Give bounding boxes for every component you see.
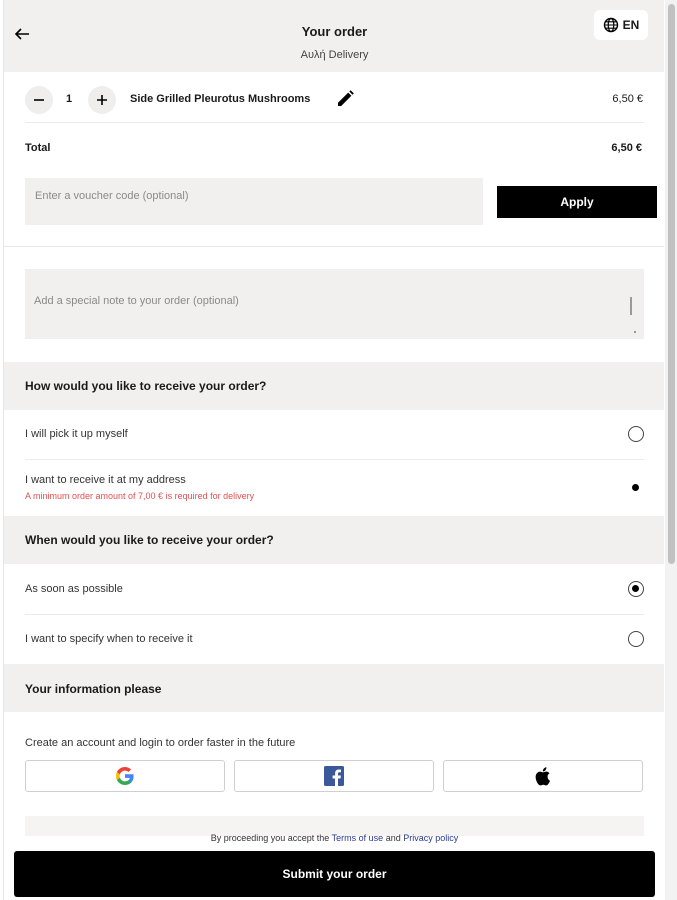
google-login-button[interactable]	[25, 760, 225, 792]
delivery-radio[interactable]	[628, 480, 644, 496]
option-label: As soon as possible	[25, 583, 123, 595]
language-button[interactable]	[594, 10, 648, 40]
increase-quantity-button[interactable]	[88, 86, 116, 114]
section-title: How would you like to receive your order?	[25, 379, 267, 393]
resize-handle[interactable]	[634, 331, 636, 333]
total-value: 6,50 €	[611, 142, 642, 154]
option-delivery[interactable]	[4, 460, 664, 516]
voucher-input[interactable]	[25, 178, 483, 225]
edit-item-button[interactable]	[335, 89, 355, 109]
option-label: I want to receive it at my address	[25, 474, 186, 486]
pickup-radio[interactable]	[628, 426, 644, 442]
delivery-warning: A minimum order amount of 7,00 € is required for delivery	[25, 491, 255, 501]
info-header	[4, 664, 664, 712]
asap-radio[interactable]	[628, 581, 644, 597]
item-quantity: 1	[66, 93, 73, 105]
order-page	[3, 0, 664, 900]
textarea-cursor	[630, 297, 632, 315]
apple-login-button[interactable]	[443, 760, 643, 792]
order-header	[4, 0, 664, 72]
receive-time-header	[4, 516, 664, 564]
order-item	[4, 78, 664, 122]
receive-method-header	[4, 362, 664, 410]
terms-and: and	[385, 833, 401, 843]
terms-link[interactable]: Terms of use	[331, 833, 384, 843]
store-name: Αυλή Delivery	[300, 49, 369, 61]
account-prompt: Create an account and login to order faster in the future	[25, 737, 296, 749]
section-title: When would you like to receive your order?	[25, 533, 274, 547]
globe-icon	[603, 17, 619, 33]
item-price: 6,50 €	[612, 93, 643, 105]
scrollbar-thumb[interactable]	[668, 4, 675, 564]
facebook-icon	[323, 765, 345, 787]
option-scheduled[interactable]	[4, 615, 664, 664]
note-textarea[interactable]	[25, 269, 644, 339]
page-title: Your order	[301, 24, 368, 39]
option-label: I will pick it up myself	[25, 428, 128, 440]
plus-icon	[95, 93, 109, 107]
option-pickup[interactable]	[4, 410, 664, 459]
note-placeholder: Add a special note to your order (optional)	[34, 295, 239, 307]
language-label: EN	[622, 18, 640, 32]
apple-icon	[533, 766, 553, 786]
divider	[25, 122, 644, 123]
google-icon	[114, 765, 136, 787]
terms-notice	[4, 833, 664, 843]
option-label: I want to specify when to receive it	[25, 633, 193, 645]
section-title: Your information please	[25, 682, 162, 696]
total-label: Total	[25, 142, 51, 154]
minus-icon	[32, 93, 46, 107]
pencil-icon	[335, 89, 355, 109]
terms-prefix: By proceeding you accept the	[210, 833, 330, 843]
scheduled-radio[interactable]	[628, 631, 644, 647]
privacy-link[interactable]: Privacy policy	[403, 833, 459, 843]
apply-voucher-button[interactable]: Apply	[497, 186, 657, 218]
submit-order-button[interactable]: Submit your order	[14, 851, 655, 897]
facebook-login-button[interactable]	[234, 760, 434, 792]
option-asap[interactable]	[4, 564, 664, 614]
decrease-quantity-button[interactable]	[25, 86, 53, 114]
item-name: Side Grilled Pleurotus Mushrooms	[130, 93, 311, 105]
divider	[4, 246, 664, 247]
